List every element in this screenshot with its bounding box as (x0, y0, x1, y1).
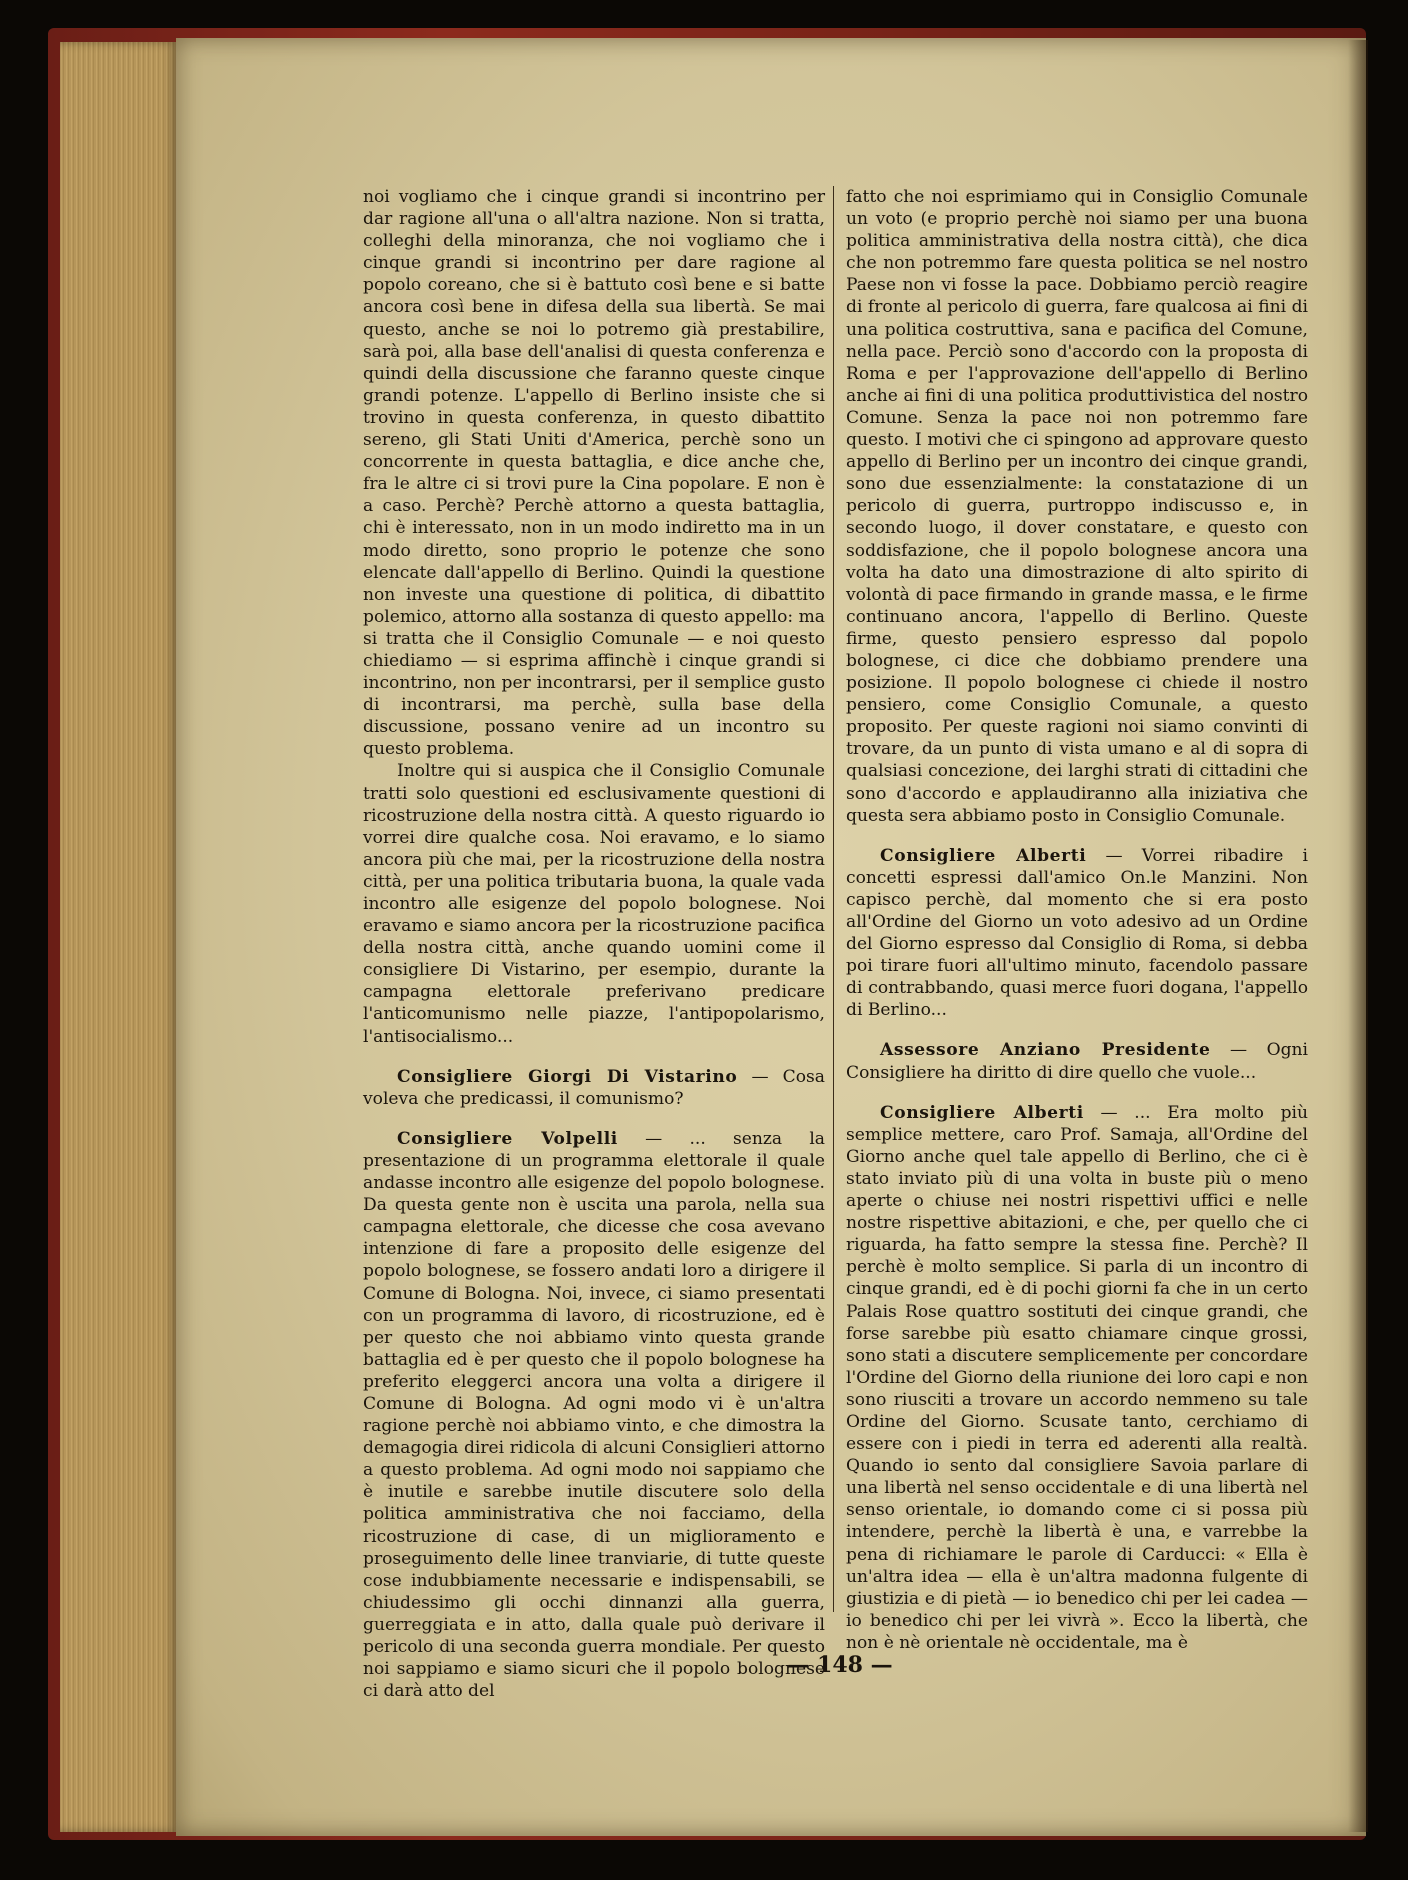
speech-paragraph (846, 845, 1308, 1022)
speech-paragraph (846, 1039, 1308, 1083)
paragraph: fatto che noi esprimiamo qui in Consiglio Comunale un voto (e proprio perchè noi siamo per una buona politica amministrativa della nostra città), che dica che non potremmo fare questa politica se nel nostro Paese non vi fosse la pace. Dobbiamo perciò reagire di fronte al pericolo di guerra, fare qualcosa ai fini di una politica costruttiva, sana e pacifica del Comune, nella pace. Perciò sono d'accordo con la proposta di Roma e per l'approvazione dell'appello di Berlino anche ai fini di una politica produttivistica del nostro Comune. Senza la pace noi non potremmo fare questo. I motivi che ci spingono ad approvare questo appello di Berlino per un incontro dei cinque grandi, sono due essenzialmente: la constatazione di un pericolo di guerra, purtroppo indiscusso e, in secondo luogo, il dover constatare, e questo con soddisfazione, che il popolo bolognese ancora una volta ha dato una dimostrazione di alto spirito di volontà di pace firmando in grande massa, e le firme continuano ancora, l'appello di Berlino. Queste firme, questo pensiero espresso dal popolo bolognese, ci dice che dobbiamo prendere una posizione. Il popolo bolognese ci chiede il nostro pensiero, come Consiglio Comunale, a questo proposito. Per queste ragioni noi siamo convinti di trovare, da un punto di vista umano e al di sopra di qualsiasi concezione, dei larghi strati di cittadini che sono d'accordo e applaudiranno alla iniziativa che questa sera abbiamo posto in Consiglio Comunale. (846, 187, 1308, 826)
speech-paragraph (846, 1102, 1308, 1654)
spine-shadow (1348, 40, 1368, 1832)
column-divider (833, 186, 834, 1612)
speaker-name: Consigliere Alberti (880, 1102, 1084, 1123)
speech-paragraph (363, 1128, 825, 1702)
left-column (363, 186, 825, 1702)
speech-text: — Cosa voleva che predicassi, il comunismo? (363, 1066, 825, 1109)
speech-paragraph (363, 1066, 825, 1110)
paragraph: Inoltre qui si auspica che il Consiglio Comunale tratti solo questioni ed esclusivamente questioni di ricostruzione della nostra città. A questo riguardo io vorrei dire qualche cosa. Noi eravamo, e lo siamo ancora più che mai, per la ricostruzione della nostra città, per una politica tributaria buona, la quale vada incontro alle esigenze del popolo bolognese. Noi eravamo e siamo ancora per la ricostruzione pacifica della nostra città, anche quando uomini come il consigliere Di Vistarino, per esempio, durante la campagna elettorale preferivano predicare l'anticomunismo nelle piazze, l'antipopolarismo, l'antisocialismo... (363, 761, 825, 1047)
speech-text: — ... Era molto più semplice mettere, caro Prof. Samaja, all'Ordine del Giorno anche quel tale appello di Berlino, che ci è stato inviato più di una volta in buste più o meno aperte o chiuse nei nostri rispettivi uffici e nelle nostre rispettive abitazioni, e che, per quello che ci riguarda, ha fatto sempre la stessa fine. Perchè? Il perchè è molto semplice. Si parla di un incontro di cinque grandi, ed è di pochi giorni fa che in un certo Palais Rose quattro sostituti dei cinque grandi, che forse sarebbe più esatto chiamare cinque grossi, sono stati a discutere semplicemente per concordare l'Ordine del Giorno della riunione dei loro capi e non sono riusciti a trovare un accordo nemmeno su tale Ordine del Giorno. Scusate tanto, cerchiamo di essere con i piedi in terra ed aderenti alla realtà. Quando io sento dal consigliere Savoia parlare di una libertà nel senso occidentale e di una libertà nel senso orientale, io domando come ci si possa più intendere, perchè la libertà è una, e varrebbe la pena di richiamare le parole di Carducci: « Ella è un'altra idea — ella è un'altra madonna fulgente di giustizia e di pietà — io benedico chi per lei cadea — io benedico chi per lei vivrà ». Ecco la libertà, che non è nè orientale nè occidentale, ma è (846, 1102, 1308, 1653)
speaker-name: Consigliere Alberti (880, 845, 1087, 866)
page-number: — 148 — (787, 1652, 893, 1678)
right-column (846, 186, 1308, 1653)
speech-text: — ... senza la presentazione di un programma elettorale il quale andasse incontro alle esigenze del popolo bolognese. Da questa gente non è uscita una parola, nella sua campagna elettorale, che dicesse che cosa avevano intenzione di fare a proposito delle esigenze del popolo bolognese, se fossero andati loro a dirigere il Comune di Bologna. Noi, invece, ci siamo presentati con un programma di lavoro, di ricostruzione, ed è per questo che noi abbiamo vinto questa grande battaglia ed è per questo che il popolo bolognese ha preferito eleggerci ancora una volta a dirigere il Comune di Bologna. Ad ogni modo vi è un'altra ragione perchè noi abbiamo vinto, e che dimostra la demagogia direi ridicola di alcuni Consiglieri attorno a questo problema. Ad ogni modo noi sappiamo che è inutile e sarebbe inutile discutere solo della politica amministrativa che noi facciamo, della ricostruzione di case, di un miglioramento e proseguimento delle linee tranviarie, di tutte queste cose indubbiamente necessarie e indispensabili, se chiudessimo gli occhi dinnanzi alla guerra, guerreggiata e in atto, dalla quale può derivare il pericolo di una seconda guerra mondiale. Per questo noi sappiamo e siamo sicuri che il popolo bolognese ci darà atto del (363, 1128, 825, 1702)
speaker-name: Consigliere Volpelli (397, 1128, 618, 1149)
speech-text: — Ogni Consigliere ha diritto di dire quello che vuole... (846, 1040, 1308, 1083)
speaker-name: Assessore Anziano Presidente (880, 1040, 1211, 1061)
page-edges (60, 42, 178, 1832)
speech-text: — Vorrei ribadire i concetti espressi dall'amico On.le Manzini. Non capisco perchè, dal momento che si era posto all'Ordine del Giorno un voto adesivo ad un Ordine del Giorno espresso dal Consiglio di Roma, si debba poi tirare fuori all'ultimo minuto, facendolo passare di contrabbando, quasi merce fuori dogana, l'appello di Berlino... (846, 845, 1308, 1021)
speaker-name: Consigliere Giorgi Di Vistarino (397, 1066, 738, 1087)
paragraph: noi vogliamo che i cinque grandi si incontrino per dar ragione all'una o all'altra nazione. Non si tratta, colleghi della minoranza, che noi vogliamo che i cinque grandi si incontrino per dare ragione al popolo coreano, che si è battuto così bene e si batte ancora così bene in difesa della sua libertà. Se mai questo, anche se noi lo potremo già prestabilire, sarà poi, alla base dell'analisi di questa conferenza e quindi della discussione che faranno queste cinque grandi potenze. L'appello di Berlino insiste che si trovino in questa conferenza, in questo dibattito sereno, gli Stati Uniti d'America, perchè sono un concorrente in questa battaglia, e dice anche che, fra le altre ci si trovi pure la Cina popolare. E non è a caso. Perchè? Perchè attorno a questa battaglia, chi è interessato, non in un modo indiretto ma in un modo diretto, sono proprio le potenze che sono elencate dall'appello di Berlino. Quindi la questione non investe una questione di politica, di dibattito polemico, attorno alla sostanza di questo appello: ma si tratta che il Consiglio Comunale — e noi questo chiediamo — si esprima affinchè i cinque grandi si incontrino, non per incontrarsi, per il semplice gusto di incontrarsi, ma perchè, sulla base della discussione, possano venire ad un incontro su questo problema. (363, 187, 825, 760)
